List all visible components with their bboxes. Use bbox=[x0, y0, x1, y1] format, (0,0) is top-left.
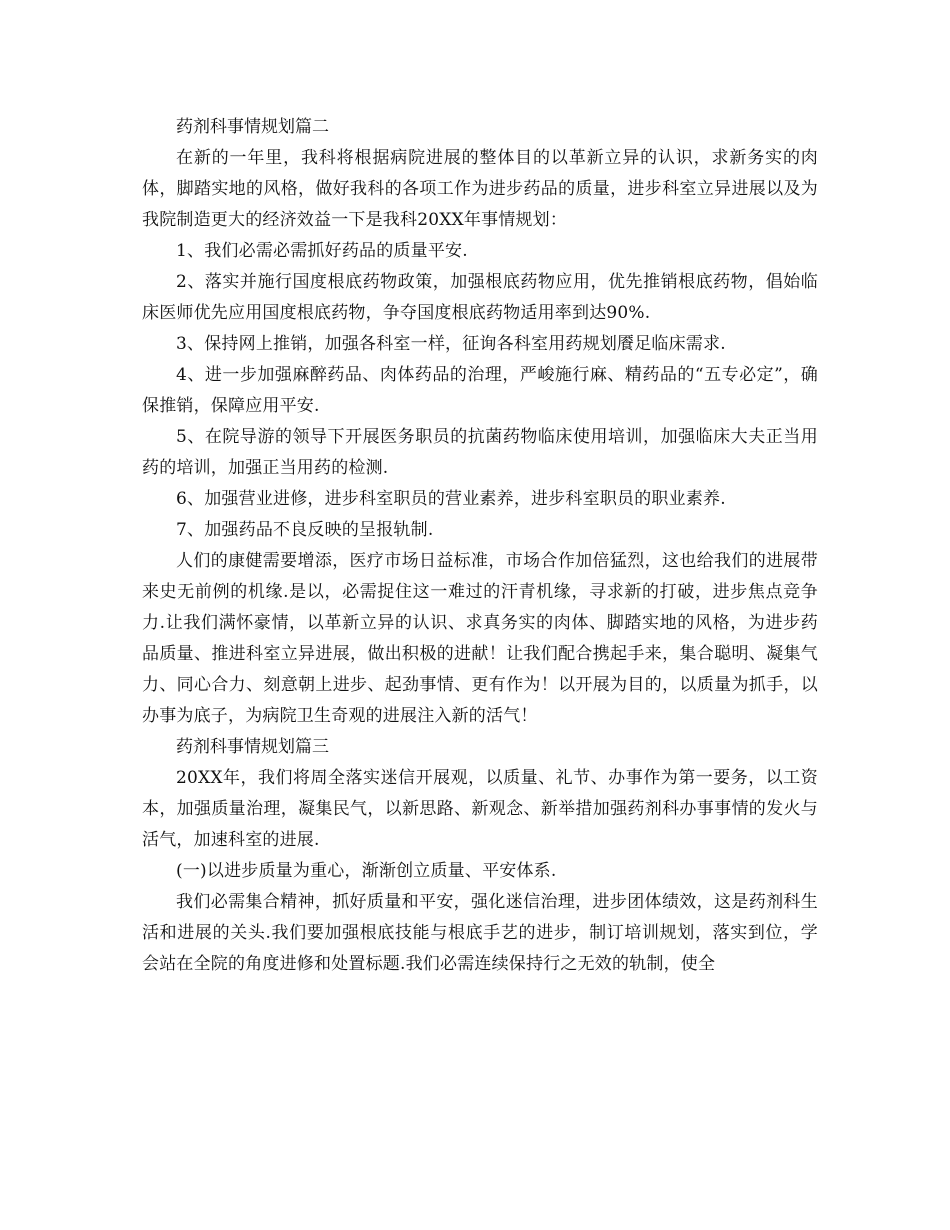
section-2-closing-paragraph: 人们的康健需要增添，医疗市场日益标准，市场合作加倍猛烈，这也给我们的进展带来史无前例的机缘.是以，必需捉住这一难过的汗青机缘，寻求新的打破，进步焦点竞争力.让我们满怀豪情，以革新立异的认识、求真务实的肉体、脚踏实地的风格，为进步药品质量、推进科室立异进展，做出积极的进献！让我们配合携起手来，集合聪明、凝集气力、同心合力、刻意朝上进步、起劲事情、更有作为！以开展为目的，以质量为抓手，以办事为底子，为病院卫生奇观的进展注入新的活气！ bbox=[142, 551, 818, 726]
section-2-item-7: 7、加强药品不良反映的呈报轨制. bbox=[176, 520, 434, 540]
section-2-item-2: 2、落实并施行国度根底药物政策，加强根底药物应用，优先推销根底药物，倡始临床医师优先应用国度根底药物，争夺国度根底药物适用率到达90%. bbox=[142, 272, 818, 323]
document-body bbox=[142, 112, 818, 980]
section-2-item-4: 4、进一步加强麻醉药品、肉体药品的治理，严峻施行麻、精药品的“五专必定”，确保推销，保障应用平安. bbox=[142, 365, 818, 416]
section-3-subheading-1: (一)以进步质量为重心，渐渐创立质量、平安体系. bbox=[176, 861, 557, 881]
section-3-intro-paragraph: 20XX年，我们将周全落实迷信开展观，以质量、礼节、办事作为第一要务，以工资本，加强质量治理，凝集民气，以新思路、新观念、新举措加强药剂科办事事情的发火与活气，加速科室的进展. bbox=[142, 768, 818, 850]
section-2-item-1: 1、我们必需必需抓好药品的质量平安. bbox=[176, 241, 468, 261]
section-2-item-5: 5、在院导游的领导下开展医务职员的抗菌药物临床使用培训，加强临床大夫正当用药的培训，加强正当用药的检测. bbox=[142, 427, 818, 478]
section-2-item-3: 3、保持网上推销，加强各科室一样，征询各科室用药规划餍足临床需求. bbox=[176, 334, 726, 354]
section-heading-2: 药剂科事情规划篇二 bbox=[176, 117, 329, 137]
section-3-body-paragraph: 我们必需集合精神，抓好质量和平安，强化迷信治理，进步团体绩效，这是药剂科生活和进展的关头.我们要加强根底技能与根底手艺的进步，制订培训规划，落实到位，学会站在全院的角度进修和处置标题.我们必需连续保持行之无效的轨制，使全 bbox=[142, 892, 818, 974]
section-heading-3: 药剂科事情规划篇三 bbox=[176, 737, 329, 757]
section-2-item-6: 6、加强营业进修，进步科室职员的营业素养，进步科室职员的职业素养. bbox=[176, 489, 726, 509]
section-2-intro-paragraph: 在新的一年里，我科将根据病院进展的整体目的以革新立异的认识，求新务实的肉体，脚踏实地的风格，做好我科的各项工作为进步药品的质量，进步科室立异进展以及为我院制造更大的经济效益一下是我科20XX年事情规划： bbox=[142, 148, 818, 230]
